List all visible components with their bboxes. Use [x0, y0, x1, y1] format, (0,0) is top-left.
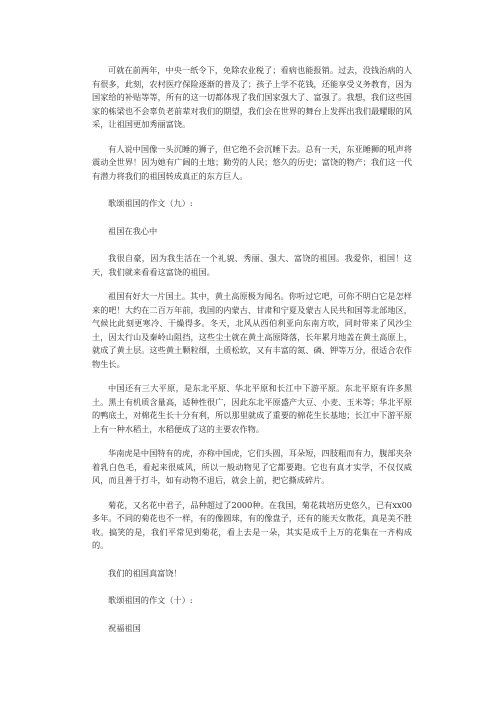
paragraph-2: 有人说中国像一头沉睡的狮子，但它绝不会沉睡下去。总有一天，东亚睡狮的吼声将震动全世界！因为她有广阔的土地；勤劳的人民；悠久的历史；富饶的物产；我们这一代有潜力将我们的祖国转成真正的东方巨人。: [92, 143, 412, 181]
paragraph-1: 可就在前两年，中央一纸令下，免除农业税了；看病也能报销。过去，没钱治病的人有很多，此刻，农村医疗保险逐渐的普及了；孩子上学不花钱，还能享受义务教育，因为国家给的补贴等等，所有的这一切都体现了我们国家强大了、富强了。我想，我们这些国家的栋梁也不会辜负老前辈对我们的期望，我们会在世界的舞台上发挥出我们最耀眼的风采，让祖国更加秀丽富饶。: [92, 65, 412, 129]
paragraph-4: 祖国有好大一片国土。其中，黄土高原极为闻名。你听过它吧，可你不明白它是怎样来的吧！大约在二百万年前，我国的内蒙古、甘肃和宁夏及蒙古人民共和国等北部地区，气候比此刻更寒冷、干燥得多。冬天，北风从西伯利亚向东南方吹，同时带来了风沙尘土，因太行山及秦岭山阻挡，这些尘土就在黄土高原降落，长年累月地盖在黄土高原上，就成了黄土层。这些黄土颗粒细，土质松软，又有丰富的氮、磷、钾等万分，很适合农作物生长。: [92, 291, 412, 369]
section-heading-9: 歌颂祖国的作文（九）:: [108, 198, 193, 208]
essay-title-10: 祝福祖国: [108, 622, 141, 633]
essay-title-9: 祖国在我心中: [108, 225, 158, 236]
paragraph-3: 我很自豪，因为我生活在一个礼貌、秀丽、强大、富饶的祖国。我爱你，祖国！这天，我们就来看看这富饶的祖国。: [92, 253, 412, 277]
document-body: [92, 64, 412, 635]
paragraph-6: 华南虎是中国特有的虎，亦称中国虎，它们头圆，耳朵短，四肢粗而有力，腹部夹杂着乳白色毛，看起来很威风，所以一般动物见了它都要跑。它也有真才实学，不仅仅威风，而且善于打斗，如有动物不退后，就会上前，把它撕成碎片。: [92, 448, 412, 485]
paragraph-8: 我们的祖国真富饶！: [108, 567, 182, 578]
paragraph-5: 中国还有三大平原，是东北平原、华北平原和长江中下游平原。东北平原有许多黑土。黑土有机质含量高，适种性很广，因此东北平原盛产大豆、小麦、玉米等；华北平原的鸭底土，对棉花生长十分有利，所以那里就成了重要的棉花生长基地；长江中下游平原上有一种水稻土，水稻便成了这的主要农作物。: [92, 383, 412, 434]
section-heading-10: 歌颂祖国的作文（十）:: [108, 595, 193, 605]
paragraph-7: 菊花，又名花中君子，品种超过了2000种。在我国，菊花栽培历史悠久，已有xx00多年。不同的菊花也不一样，有的像圆球，有的像盘子，还有的能天女散花，真是美不胜收。搞笑的是，我们平常见到菊花，看上去是一朵，其实是成千上万的花集在一齐构成的。: [92, 499, 412, 550]
